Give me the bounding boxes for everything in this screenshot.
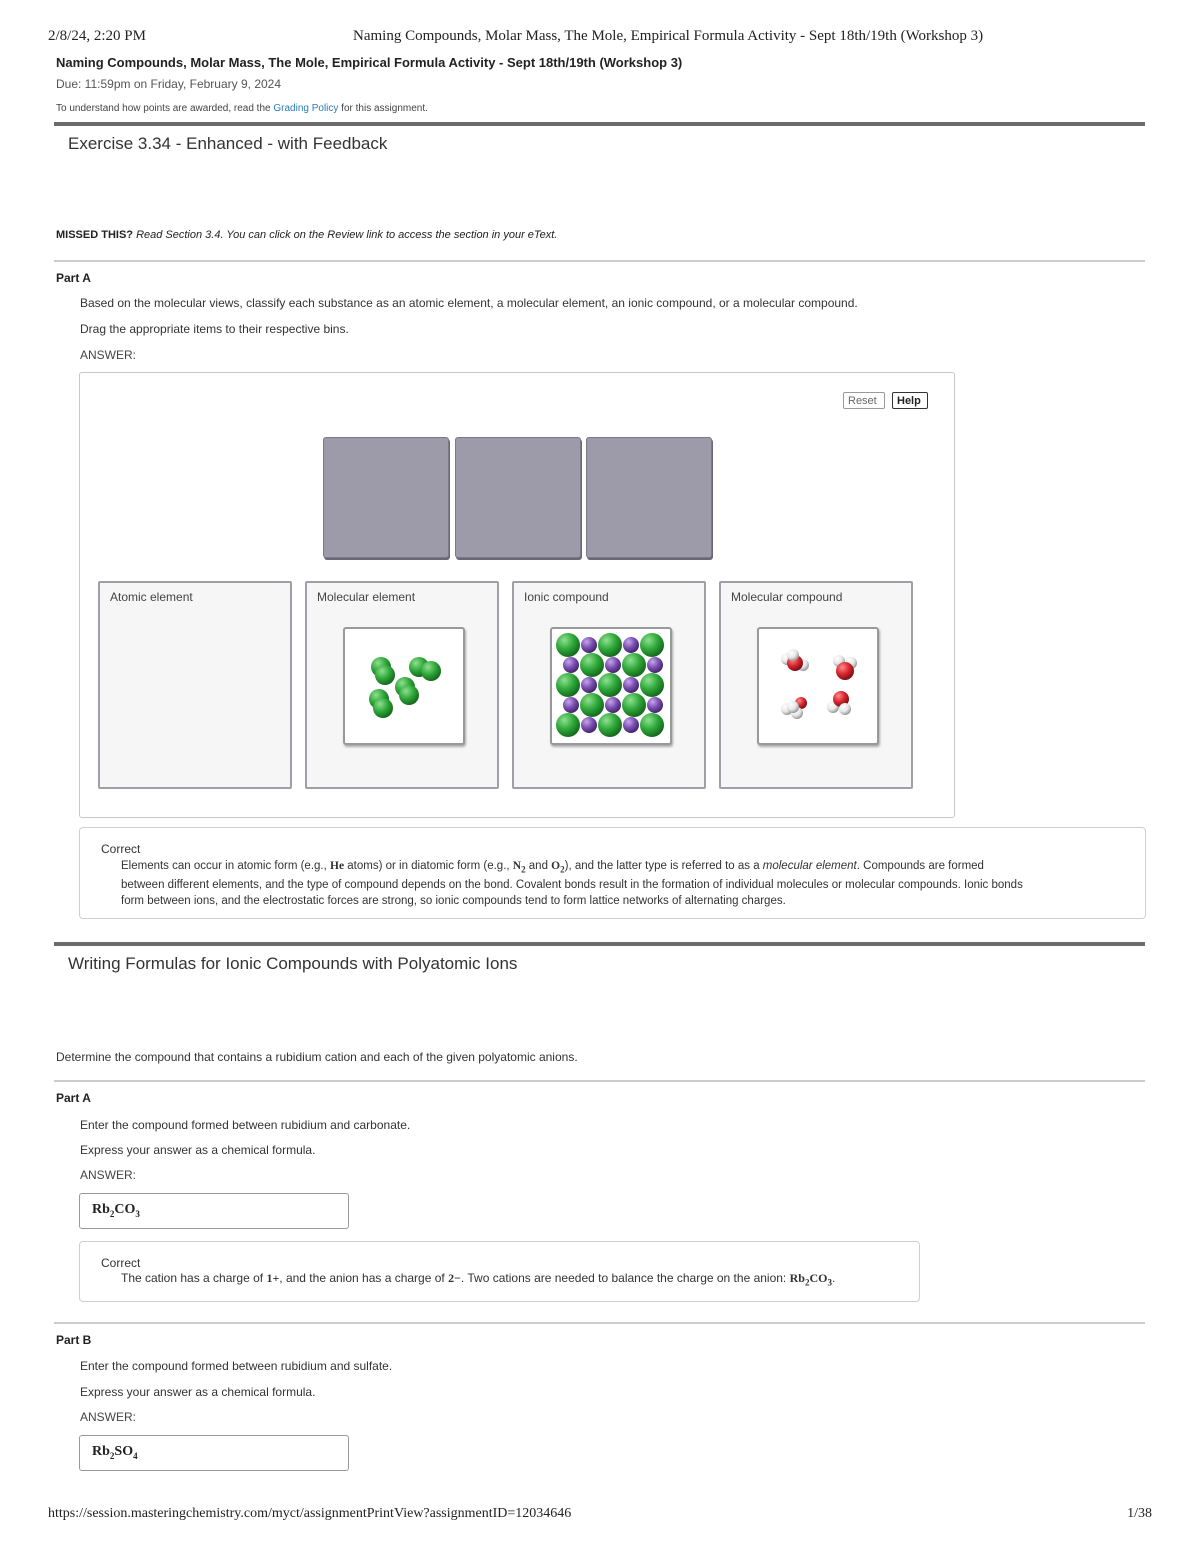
- part-a-instruction: Drag the appropriate items to their respective bins.: [80, 322, 349, 336]
- feedback-text: [121, 858, 1023, 909]
- bin-label: Atomic element: [110, 590, 193, 604]
- part-b-label: Part B: [56, 1333, 92, 1347]
- answer-formula: $Rb_2CO_3$: [92, 1202, 140, 1219]
- answer-label: ANSWER:: [80, 1410, 137, 1424]
- empty-item-slot[interactable]: [455, 437, 581, 558]
- page-number: 1/38: [1127, 1506, 1152, 1521]
- charge-value: 2−: [448, 1271, 461, 1285]
- missed-this-label: MISSED THIS?: [56, 229, 134, 241]
- feedback-line: , and the anion has a charge of: [279, 1271, 449, 1285]
- subscript: 2: [560, 864, 565, 875]
- section-divider: [54, 122, 1145, 126]
- part-b-question: Enter the compound formed between rubidium and sulfate.: [80, 1359, 393, 1373]
- feedback-line: The cation has a charge of: [121, 1271, 267, 1285]
- print-date: 2/8/24, 2:20 PM: [48, 28, 146, 44]
- molecular-element-card[interactable]: [343, 627, 465, 745]
- policy-suffix: for this assignment.: [338, 103, 428, 114]
- bin-molecular-compound[interactable]: [719, 581, 913, 789]
- assignment-due-date: Due: 11:59pm on Friday, February 9, 2024: [56, 77, 282, 91]
- answer-field[interactable]: [79, 1193, 349, 1229]
- bin-atomic-element[interactable]: [98, 581, 292, 789]
- part-a-instruction: Express your answer as a chemical formula.: [80, 1143, 316, 1157]
- part-divider: [54, 1322, 1145, 1324]
- part-b-instruction: Express your answer as a chemical formula.: [80, 1385, 316, 1399]
- ionic-lattice-image: [552, 629, 670, 743]
- feedback-line: and: [525, 860, 552, 872]
- part-a-label: Part A: [56, 1091, 91, 1105]
- bin-label: Molecular element: [317, 590, 416, 604]
- print-title: Naming Compounds, Molar Mass, The Mole, Empirical Formula Activity - Sept 18th/19th (Workshop 3): [353, 28, 984, 44]
- section-divider: [54, 942, 1145, 946]
- part-a-label: Part A: [56, 271, 91, 285]
- oxygen-symbol: O: [551, 860, 561, 872]
- feedback-line: . Compounds are formed: [856, 860, 984, 872]
- subscript: 2: [521, 864, 526, 875]
- ionic-compound-card[interactable]: [550, 627, 672, 745]
- feedback-line: between different elements, and the type of compound depends on the bond. Covalent bonds result in the formation of individual molecules or molecular compounds. Ionic bonds: [121, 879, 1023, 892]
- bin-label: Molecular compound: [731, 590, 843, 604]
- empty-item-slot[interactable]: [586, 437, 712, 558]
- part-divider: [54, 260, 1145, 262]
- help-button[interactable]: Help: [892, 392, 928, 409]
- exercise-title: Exercise 3.34 - Enhanced - with Feedback: [68, 134, 388, 153]
- empty-item-slot[interactable]: [323, 437, 449, 558]
- missed-this-text: Read Section 3.4. You can click on the Review link to access the section in your eText.: [133, 229, 558, 241]
- answer-label: ANSWER:: [80, 348, 137, 362]
- correct-feedback: [79, 1241, 920, 1302]
- answer-field[interactable]: [79, 1435, 349, 1471]
- exercise-title: Writing Formulas for Ionic Compounds with Polyatomic Ions: [68, 954, 518, 973]
- part-a-question: Based on the molecular views, classify each substance as an atomic element, a molecular element, an ionic compound, or a molecular compound.: [80, 296, 858, 310]
- emphasis-term: molecular element: [762, 860, 857, 872]
- exercise-intro: Determine the compound that contains a rubidium cation and each of the given polyatomic anions.: [56, 1050, 578, 1064]
- assignment-title: Naming Compounds, Molar Mass, The Mole, Empirical Formula Activity - Sept 18th/19th (Workshop 3): [56, 55, 683, 70]
- print-url: https://session.masteringchemistry.com/myct/assignmentPrintView?assignmentID=12034646: [48, 1506, 572, 1521]
- feedback-line: ), and the latter type is referred to as a: [564, 860, 763, 872]
- nitrogen-symbol: N: [512, 860, 522, 872]
- reset-button[interactable]: Reset: [843, 392, 885, 409]
- feedback-line: Elements can occur in atomic form (e.g.,: [121, 860, 330, 872]
- feedback-line: atoms) or in diatomic form (e.g.,: [344, 860, 513, 872]
- helium-symbol: He: [330, 860, 345, 872]
- feedback-title: Correct: [101, 1256, 141, 1270]
- print-footer: [48, 1506, 1152, 1522]
- print-header: [48, 28, 1152, 50]
- grading-policy-note: [56, 103, 428, 114]
- feedback-line: . Two cations are needed to balance the charge on the anion:: [460, 1271, 790, 1285]
- grading-policy-link[interactable]: Grading Policy: [273, 103, 339, 114]
- formula: $Rb_2CO_3$: [789, 1271, 832, 1288]
- answer-label: ANSWER:: [80, 1168, 137, 1182]
- charge-value: 1+: [266, 1271, 280, 1285]
- answer-formula: $Rb_2SO_4$: [92, 1444, 138, 1461]
- bin-label: Ionic compound: [524, 590, 609, 604]
- correct-feedback: [79, 827, 1146, 919]
- feedback-line: .: [831, 1271, 836, 1285]
- part-a-question: Enter the compound formed between rubidium and carbonate.: [80, 1118, 411, 1132]
- drag-drop-area: [79, 372, 955, 818]
- missed-this-note: [56, 229, 557, 241]
- policy-prefix: To understand how points are awarded, read the: [56, 103, 274, 114]
- feedback-title: Correct: [101, 842, 141, 856]
- diatomic-molecules-image: [345, 629, 463, 743]
- bin-molecular-element[interactable]: [305, 581, 499, 789]
- feedback-text: [121, 1270, 835, 1290]
- bin-ionic-compound[interactable]: [512, 581, 706, 789]
- part-divider: [54, 1080, 1145, 1082]
- feedback-line: form between ions, and the electrostatic forces are strong, so ionic compounds tend to form lattice networks of alternating charges.: [121, 895, 786, 908]
- water-molecules-image: [759, 629, 877, 743]
- molecular-compound-card[interactable]: [757, 627, 879, 745]
